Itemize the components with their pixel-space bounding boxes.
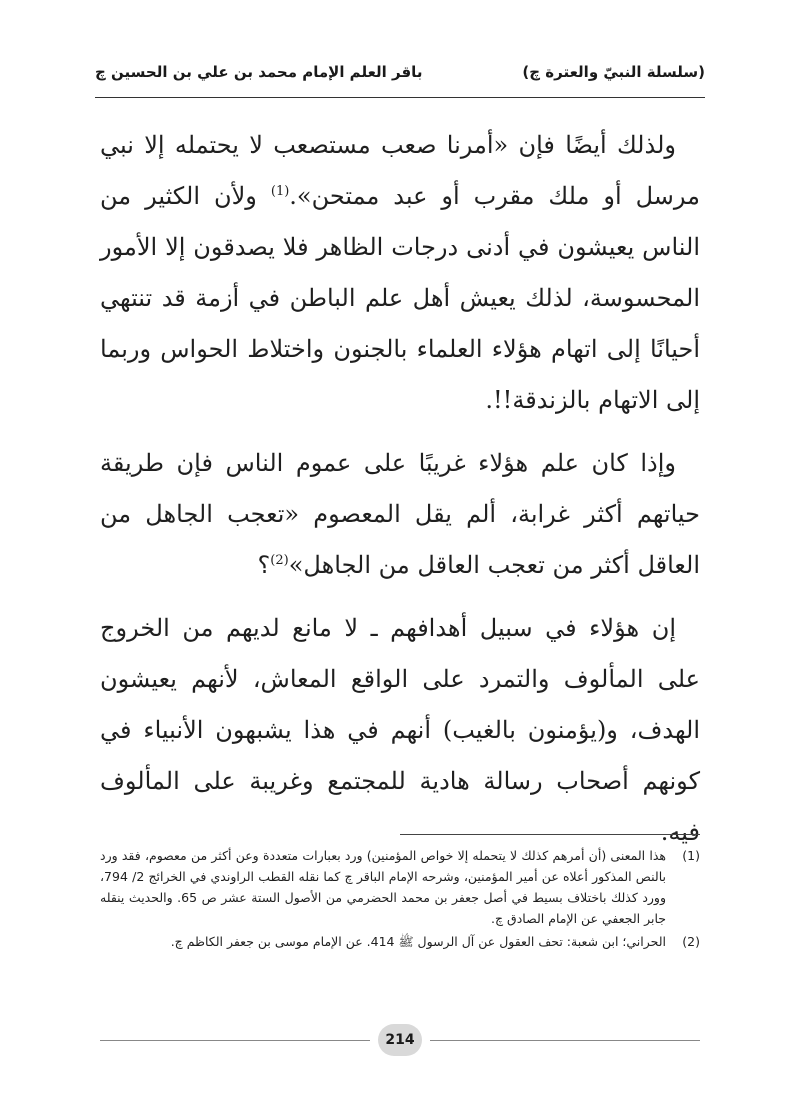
paragraph-text: ولأن الكثير من الناس يعيشون في أدنى درجات الظاهر فلا يصدقون إلا الأمور المحسوسة، لذلك يعيش أهل علم الباطن في أزمة قد تنتهي أحيانًا إلى اتهام هؤلاء العلماء بالجنون واختلاط الحواس وربما إلى الاتهام بالزندقة!!. bbox=[100, 182, 700, 414]
footnote-text: الحراني؛ ابن شعبة: تحف العقول عن آل الرسول ﷺ 414. عن الإمام موسى بن جعفر الكاظم ﭺ. bbox=[170, 934, 666, 949]
page-number: 214 bbox=[378, 1024, 422, 1056]
paragraph-1 bbox=[100, 120, 700, 426]
footnote-ref-2[interactable]: (2) bbox=[270, 553, 289, 568]
footnotes bbox=[100, 845, 700, 954]
header-divider bbox=[95, 97, 705, 98]
footnote-number: (1) bbox=[682, 848, 700, 863]
footnote-ref-1[interactable]: (1) bbox=[270, 184, 290, 199]
footnote-2 bbox=[100, 931, 700, 952]
paragraph-2 bbox=[100, 438, 700, 591]
footnote-divider bbox=[400, 834, 700, 835]
paragraph-text: ؟ bbox=[257, 551, 271, 579]
page-number-rule-right bbox=[430, 1040, 700, 1041]
series-title: (سلسلة النبيّ والعترة ﭺ) bbox=[522, 63, 705, 81]
page-number-rule-left bbox=[100, 1040, 370, 1041]
book-title: باقر العلم الإمام محمد بن علي بن الحسين ﭺ bbox=[95, 63, 423, 81]
footnote-text: هذا المعنى (أن أمرهم كذلك لا يتحمله إلا خواص المؤمنين) ورد بعبارات متعددة وعن أكثر من معصوم، فقد ورد بالنص المذكور أعلاه عن أمير المؤمنين، وشرحه الإمام الباقر ﭺ كما نقله القطب الراوندي في الخرائج 2/ 794، وورد كذلك باختلاف بسيط في أصل جعفر بن محمد الحضرمي من الأصول الستة عشر ص 65. والحديث ينقله جابر الجعفي عن الإمام الصادق ﭺ. bbox=[100, 848, 666, 926]
running-header bbox=[95, 52, 705, 92]
main-text bbox=[100, 120, 700, 870]
paragraph-text: ولذلك أيضًا فإن «أمرنا صعب مستصعب لا يحتمله إلا نبي مرسل أو ملك مقرب أو عبد ممتحن». bbox=[100, 131, 700, 210]
footnote-number: (2) bbox=[682, 934, 700, 949]
footnote-1 bbox=[100, 845, 700, 929]
paragraph-3 bbox=[100, 603, 700, 858]
paragraph-text: وإذا كان علم هؤلاء غريبًا على عموم الناس فإن طريقة حياتهم أكثر غرابة، ألم يقل المعصوم «تعجب الجاهل من العاقل أكثر من تعجب العاقل من الجاهل» bbox=[100, 449, 700, 579]
paragraph-text: إن هؤلاء في سبيل أهدافهم ـ لا مانع لديهم من الخروج على المألوف والتمرد على الواقع المعاش، لأنهم يعيشون الهدف، و(يؤمنون بالغيب) أنهم في هذا يشبهون الأنبياء في كونهم أصحاب رسالة هادية للمجتمع وغريبة على المألوف فيه. bbox=[100, 614, 700, 846]
